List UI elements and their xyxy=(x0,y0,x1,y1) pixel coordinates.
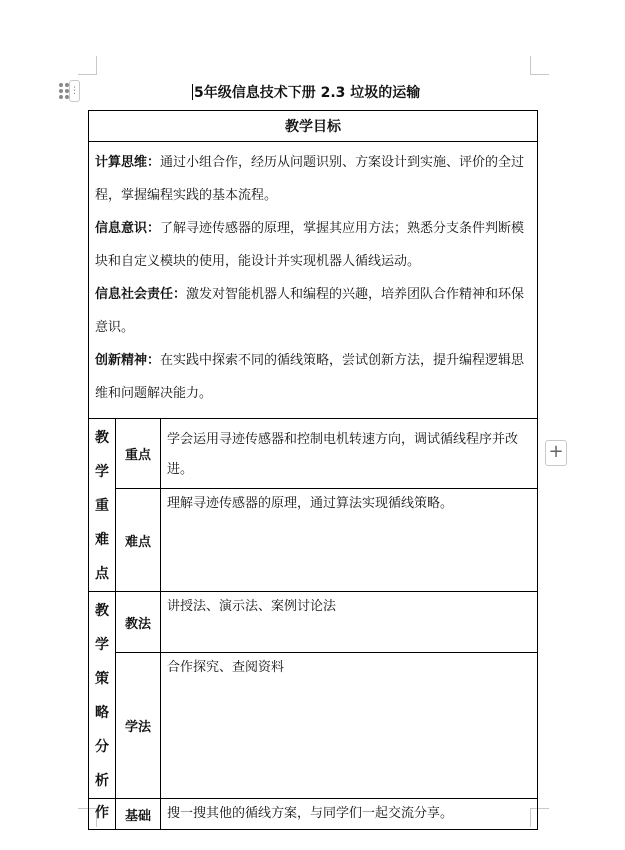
homework-section-label[interactable]: 作 xyxy=(89,799,116,830)
goals-header-row xyxy=(89,111,538,142)
goals-header[interactable]: 教学目标 xyxy=(89,111,538,142)
add-block-button[interactable] xyxy=(545,440,567,466)
crop-mark-top-right xyxy=(530,56,549,75)
strategy-section-label[interactable]: 教 学 策 略 分 析 xyxy=(89,592,116,799)
focus-section-label[interactable]: 教 学 重 难 点 xyxy=(89,419,116,592)
teaching-method-label[interactable]: 教法 xyxy=(116,592,161,653)
goal-item-innovation: 创新精神：在实践中探索不同的循线策略，尝试创新方法，提升编程逻辑思维和问题解决能力。 xyxy=(95,353,525,401)
learning-method-row xyxy=(89,653,538,799)
key-point-row xyxy=(89,419,538,489)
difficult-point-row xyxy=(89,489,538,592)
goal-item-computational-thinking: 计算思维：通过小组合作，经历从问题识别、方案设计到实施、评价的全过程，掌握编程实践的基本流程。 xyxy=(95,155,525,203)
block-drag-handle[interactable] xyxy=(54,80,80,102)
lesson-plan-table xyxy=(88,110,538,830)
key-point-text[interactable]: 学会运用寻迹传感器和控制电机转速方向，调试循线程序并改进。 xyxy=(161,419,538,489)
goals-content-cell[interactable] xyxy=(89,142,538,419)
goal-item-information-awareness: 信息意识：了解寻迹传感器的原理，掌握其应用方法；熟悉分支条件判断模块和自定义模块的使用，能设计并实现机器人循线运动。 xyxy=(95,221,525,269)
crop-mark-top-left xyxy=(78,56,97,75)
more-options-icon[interactable]: ⋮ xyxy=(69,80,80,102)
homework-basic-text[interactable]: 搜一搜其他的循线方案，与同学们一起交流分享。 xyxy=(161,799,538,830)
homework-basic-row xyxy=(89,799,538,830)
difficult-point-label[interactable]: 难点 xyxy=(116,489,161,592)
teaching-method-row xyxy=(89,592,538,653)
homework-basic-label[interactable]: 基础 xyxy=(116,799,161,830)
text-cursor xyxy=(192,84,193,100)
page-title[interactable]: 5年级信息技术下册 2.3 垃圾的运输 xyxy=(194,85,421,101)
teaching-method-text[interactable]: 讲授法、演示法、案例讨论法 xyxy=(161,592,538,653)
goal-item-social-responsibility: 信息社会责任：激发对智能机器人和编程的兴趣，培养团队合作精神和环保意识。 xyxy=(95,287,525,335)
learning-method-label[interactable]: 学法 xyxy=(116,653,161,799)
goals-content-row xyxy=(89,142,538,419)
key-point-label[interactable]: 重点 xyxy=(116,419,161,489)
difficult-point-text[interactable]: 理解寻迹传感器的原理，通过算法实现循线策略。 xyxy=(161,489,538,592)
plus-icon: + xyxy=(548,441,564,462)
learning-method-text[interactable]: 合作探究、查阅资料 xyxy=(161,653,538,799)
